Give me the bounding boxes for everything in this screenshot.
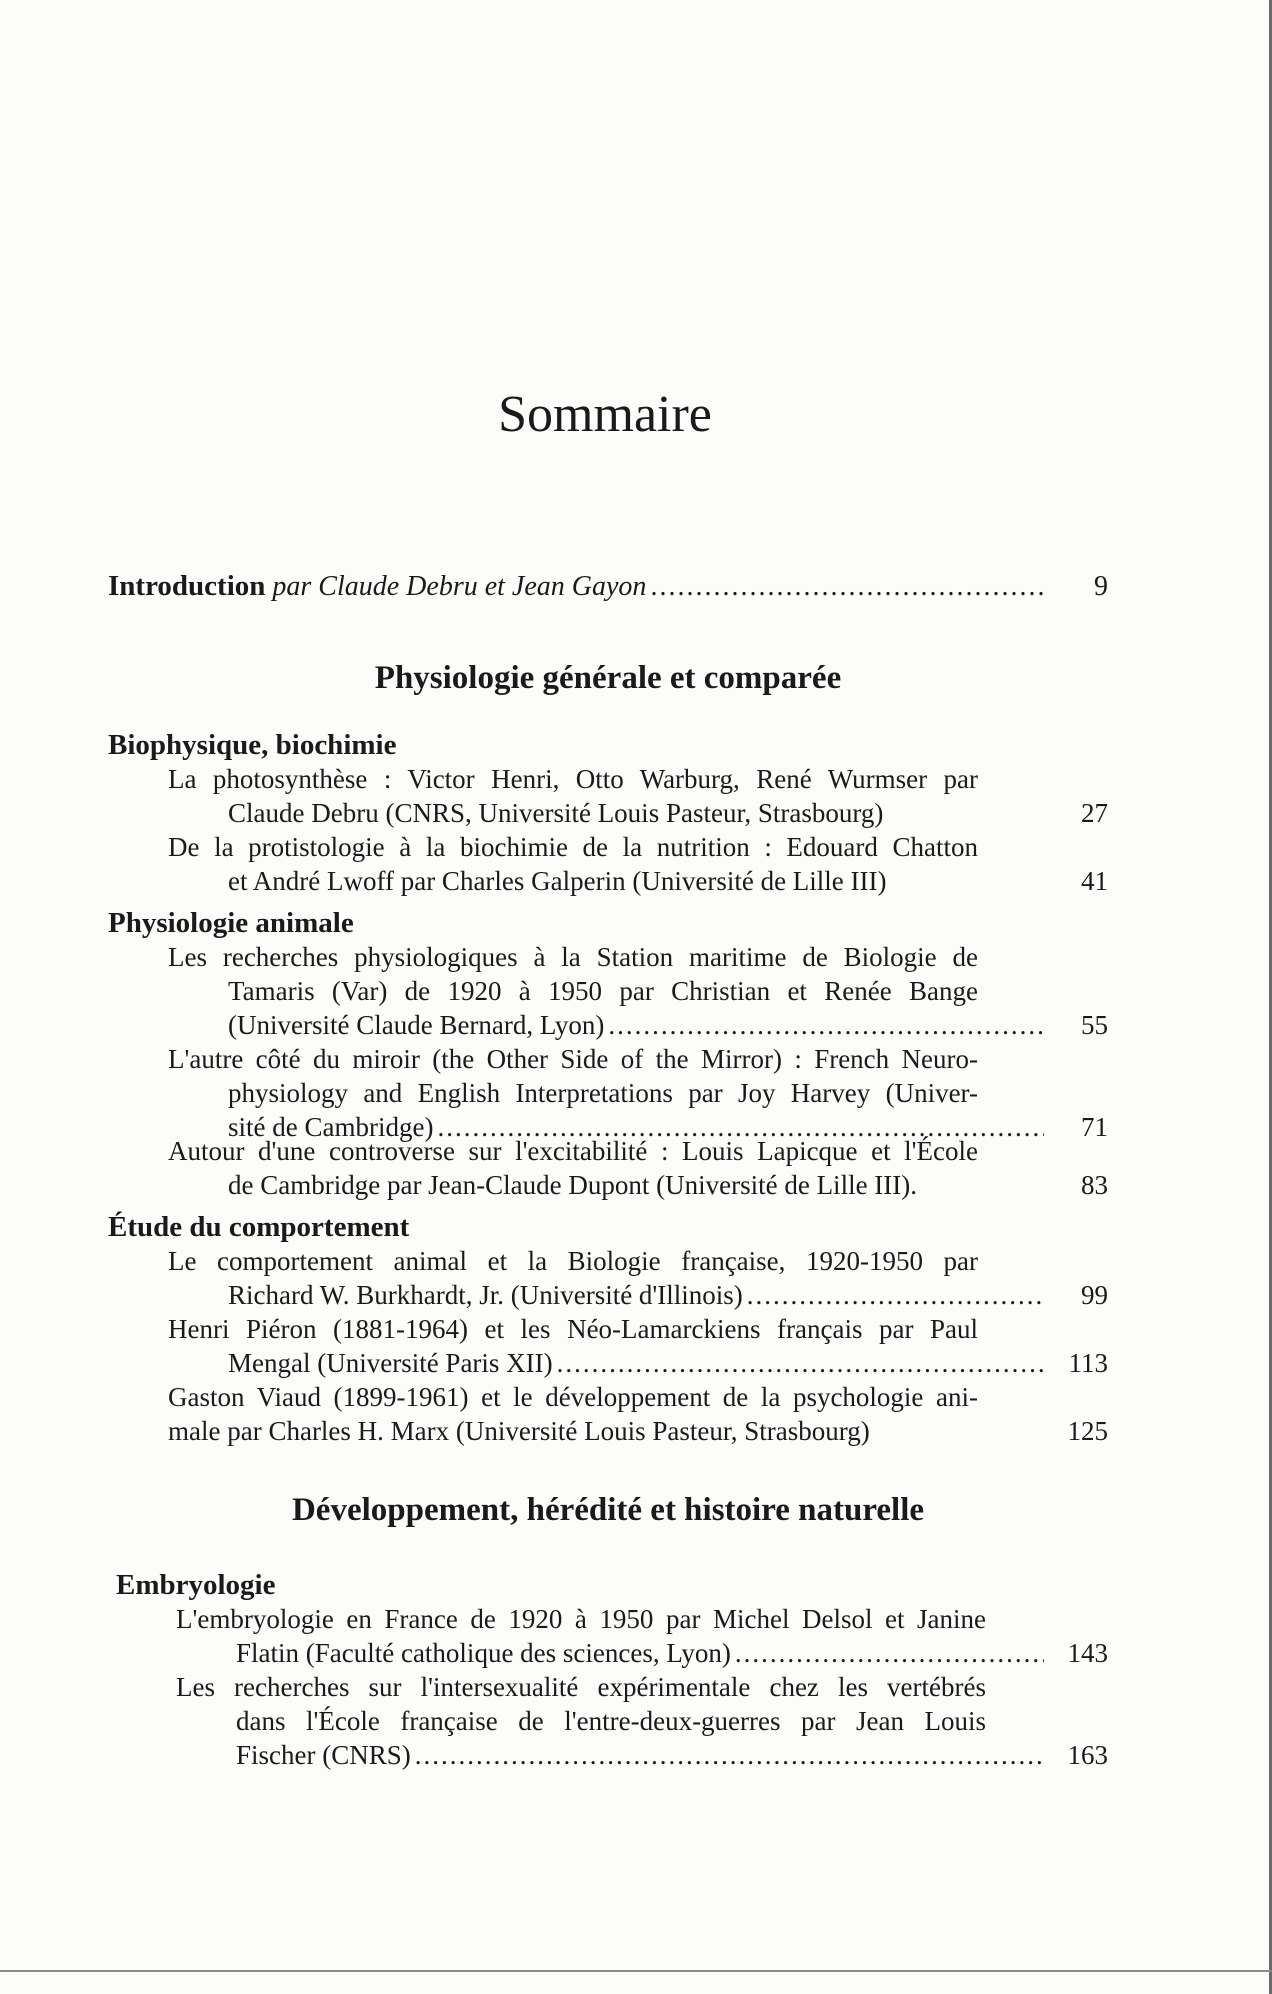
entry-line: Claude Debru (CNRS, Université Louis Pasteur, Strasbourg) <box>228 798 884 828</box>
introduction-label: Introduction <box>108 570 266 602</box>
entry-line: L'autre côté du miroir (the Other Side of the Mirror) : French Neuro- <box>168 1044 978 1074</box>
entry-line: de Cambridge par Jean-Claude Dupont (Université de Lille III). <box>228 1170 918 1200</box>
toc-introduction <box>108 566 1108 607</box>
page-number: 163 <box>1067 1740 1108 1770</box>
entry-line: Richard W. Burkhardt, Jr. (Université d'Illinois) <box>228 1280 743 1310</box>
toc-entry <box>168 1380 1108 1448</box>
toc-entry <box>168 830 1108 898</box>
page-number: 71 <box>1081 1112 1108 1142</box>
entry-line: Fischer (CNRS) <box>236 1740 411 1770</box>
entry-line: Gaston Viaud (1899-1961) et le développement de la psychologie ani- <box>168 1382 978 1412</box>
toc-entry <box>168 1244 1108 1312</box>
entry-line: male par Charles H. Marx (Université Louis Pasteur, Strasbourg) <box>168 1416 870 1446</box>
page-number: 41 <box>1081 866 1108 896</box>
entry-line: Henri Piéron (1881-1964) et les Néo-Lamarckiens français par Paul <box>168 1314 978 1344</box>
entry-line: (Université Claude Bernard, Lyon) <box>228 1010 605 1040</box>
part-heading: Développement, hérédité et histoire naturelle <box>291 1492 925 1528</box>
section-heading: Biophysique, biochimie <box>108 729 397 761</box>
page-number: 27 <box>1081 798 1108 828</box>
page-number: 83 <box>1081 1170 1108 1200</box>
page-number: 55 <box>1081 1010 1108 1040</box>
entry-line: Tamaris (Var) de 1920 à 1950 par Christian et Renée Bange <box>228 976 978 1006</box>
section-heading: Physiologie animale <box>108 907 354 939</box>
entry-line: Mengal (Université Paris XII) <box>228 1348 553 1378</box>
entry-line: sité de Cambridge) <box>228 1112 434 1142</box>
toc-entry <box>168 1042 1108 1144</box>
toc-entry <box>168 1134 1108 1202</box>
leader-dots <box>747 1278 1044 1312</box>
toc-entry <box>176 1602 1108 1670</box>
toc-entry <box>168 940 1108 1042</box>
entry-line: L'embryologie en France de 1920 à 1950 par Michel Delsol et Janine <box>176 1604 986 1634</box>
leader-dots <box>557 1346 1044 1380</box>
entry-line: dans l'École française de l'entre-deux-guerres par Jean Louis <box>236 1706 986 1736</box>
entry-line: La photosynthèse : Victor Henri, Otto Warburg, René Wurmser par <box>168 764 978 794</box>
leader-dots <box>415 1738 1044 1772</box>
entry-line: Le comportement animal et la Biologie française, 1920-1950 par <box>168 1246 978 1276</box>
page-number: 125 <box>1067 1416 1108 1446</box>
section-heading: Étude du comportement <box>108 1211 410 1243</box>
section-heading: Embryologie <box>116 1569 276 1601</box>
page-number: 113 <box>1068 1348 1108 1378</box>
entry-line: Autour d'une controverse sur l'excitabilité : Louis Lapicque et l'École <box>168 1136 978 1166</box>
entry-line: Les recherches physiologiques à la Station maritime de Biologie de <box>168 942 978 972</box>
page-title: Sommaire <box>498 386 712 443</box>
page-number: 99 <box>1081 1280 1108 1310</box>
entry-line: Les recherches sur l'intersexualité expérimentale chez les vertébrés <box>176 1672 986 1702</box>
toc-entry <box>176 1670 1108 1772</box>
leader-dots <box>650 567 1044 607</box>
toc-entry <box>168 762 1108 830</box>
leader-dots <box>608 1008 1044 1042</box>
part-heading: Physiologie générale et comparée <box>374 660 842 696</box>
entry-line: De la protistologie à la biochimie de la nutrition : Edouard Chatton <box>168 832 978 862</box>
introduction-authors: par Claude Debru et Jean Gayon <box>272 571 647 602</box>
entry-line: Flatin (Faculté catholique des sciences, Lyon) <box>236 1638 731 1668</box>
toc-entry <box>168 1312 1108 1380</box>
entry-line: et André Lwoff par Charles Galperin (Université de Lille III) <box>228 866 887 896</box>
page-number: 9 <box>1094 571 1108 602</box>
leader-dots <box>735 1636 1044 1670</box>
entry-line: physiology and English Interpretations par Joy Harvey (Univer- <box>228 1078 978 1108</box>
page-bottom-line <box>0 1970 1272 1972</box>
page-number: 143 <box>1067 1638 1108 1668</box>
